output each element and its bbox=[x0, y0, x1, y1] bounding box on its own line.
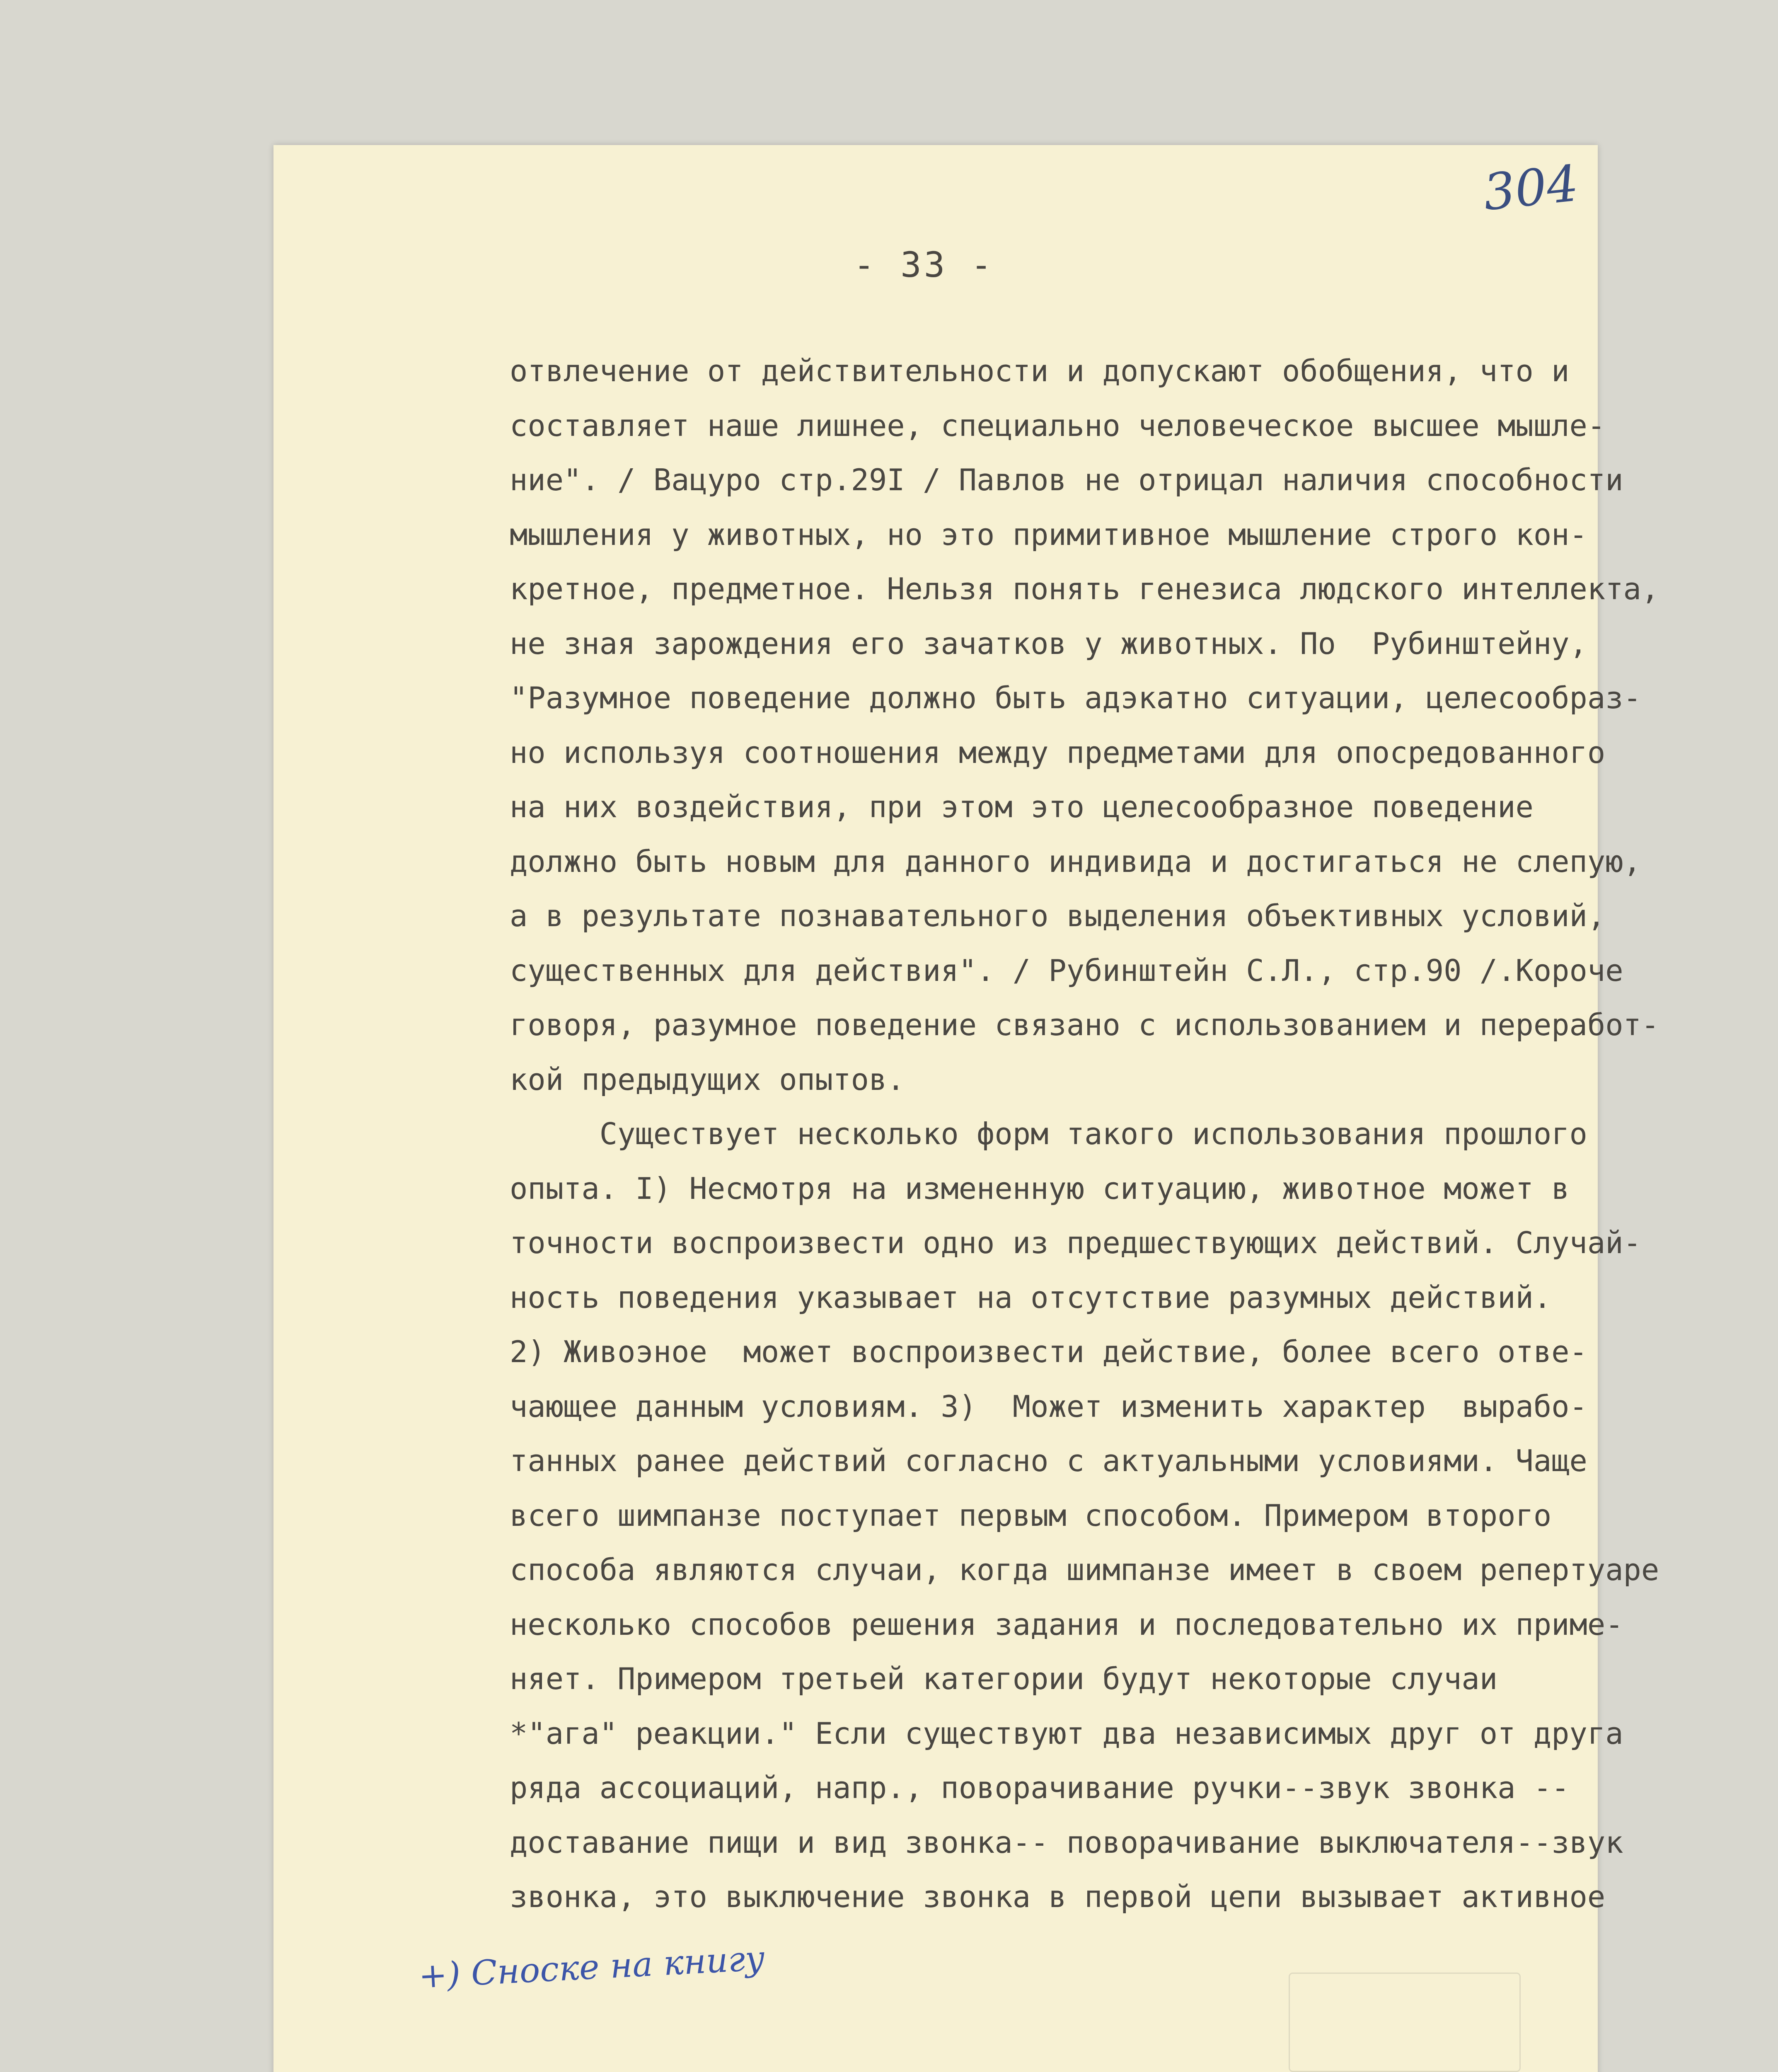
text-line: звонка, это выключение звонка в первой цепи вызывает активное bbox=[510, 1879, 1606, 1914]
text-line: существенных для действия". / Рубинштейн С.Л., стр.90 /.Короче bbox=[510, 953, 1623, 988]
text-line: доставание пищи и вид звонка-- поворачивание выключателя--звук bbox=[510, 1825, 1623, 1860]
handwritten-footnote: +) Сноске на книгу bbox=[418, 1939, 766, 1996]
text-line: мышления у животных, но это примитивное мышление строго кон- bbox=[510, 517, 1587, 552]
text-line: точности воспроизвести одно из предшествующих действий. Случай- bbox=[510, 1225, 1641, 1260]
text-line: *"ага" реакции." Если существуют два независимых друг от друга bbox=[510, 1716, 1623, 1751]
text-line: чающее данным условиям. 3) Может изменить характер вырабо- bbox=[510, 1389, 1587, 1424]
text-line: няет. Примером третьей категории будут некоторые случаи bbox=[510, 1661, 1498, 1696]
text-line: кой предыдущих опытов. bbox=[510, 1062, 905, 1097]
text-line: "Разумное поведение должно быть адэкатно ситуации, целесообраз- bbox=[510, 680, 1641, 715]
text-line: но используя соотношения между предметами для опосредованного bbox=[510, 735, 1606, 770]
text-line: 2) Живоэное может воспроизвести действие, более всего отве- bbox=[510, 1334, 1587, 1369]
page-number: - 33 - bbox=[854, 244, 994, 285]
text-line: а в результате познавательного выделения объективных условий, bbox=[510, 898, 1606, 933]
text-line: говоря, разумное поведение связано с использованием и переработ- bbox=[510, 1007, 1659, 1042]
text-line: танных ранее действий согласно с актуальными условиями. Чаще bbox=[510, 1443, 1587, 1478]
text-line: Существует несколько форм такого использования прошлого bbox=[510, 1116, 1587, 1151]
text-line: опыта. I) Несмотря на измененную ситуацию, животное может в bbox=[510, 1171, 1570, 1206]
text-line: отвлечение от действительности и допускают обобщения, что и bbox=[510, 353, 1570, 388]
archive-stamp bbox=[1289, 1973, 1521, 2072]
text-line: составляет наше лишнее, специально человеческое высшее мышле- bbox=[510, 408, 1606, 443]
text-line: на них воздействия, при этом это целесообразное поведение bbox=[510, 789, 1534, 824]
text-line: ность поведения указывает на отсутствие разумных действий. bbox=[510, 1280, 1552, 1315]
text-line: всего шимпанзе поступает первым способом. Примером второго bbox=[510, 1498, 1552, 1533]
text-line: должно быть новым для данного индивида и достигаться не слепую, bbox=[510, 844, 1641, 879]
text-line: ряда ассоциаций, напр., поворачивание ручки--звук звонка -- bbox=[510, 1770, 1570, 1805]
text-line: не зная зарождения его зачатков у животных. По Рубинштейну, bbox=[510, 626, 1587, 661]
text-line: ние". / Вацуро стр.29I / Павлов не отрицал наличия способности bbox=[510, 462, 1623, 497]
body-text bbox=[510, 344, 1659, 1924]
archive-page-number: 304 bbox=[1480, 155, 1581, 222]
text-line: способа являются случаи, когда шимпанзе имеет в своем репертуаре bbox=[510, 1552, 1659, 1587]
text-line: кретное, предметное. Нельзя понять генезиса людского интеллекта, bbox=[510, 571, 1659, 606]
text-line: несколько способов решения задания и последовательно их приме- bbox=[510, 1607, 1623, 1642]
